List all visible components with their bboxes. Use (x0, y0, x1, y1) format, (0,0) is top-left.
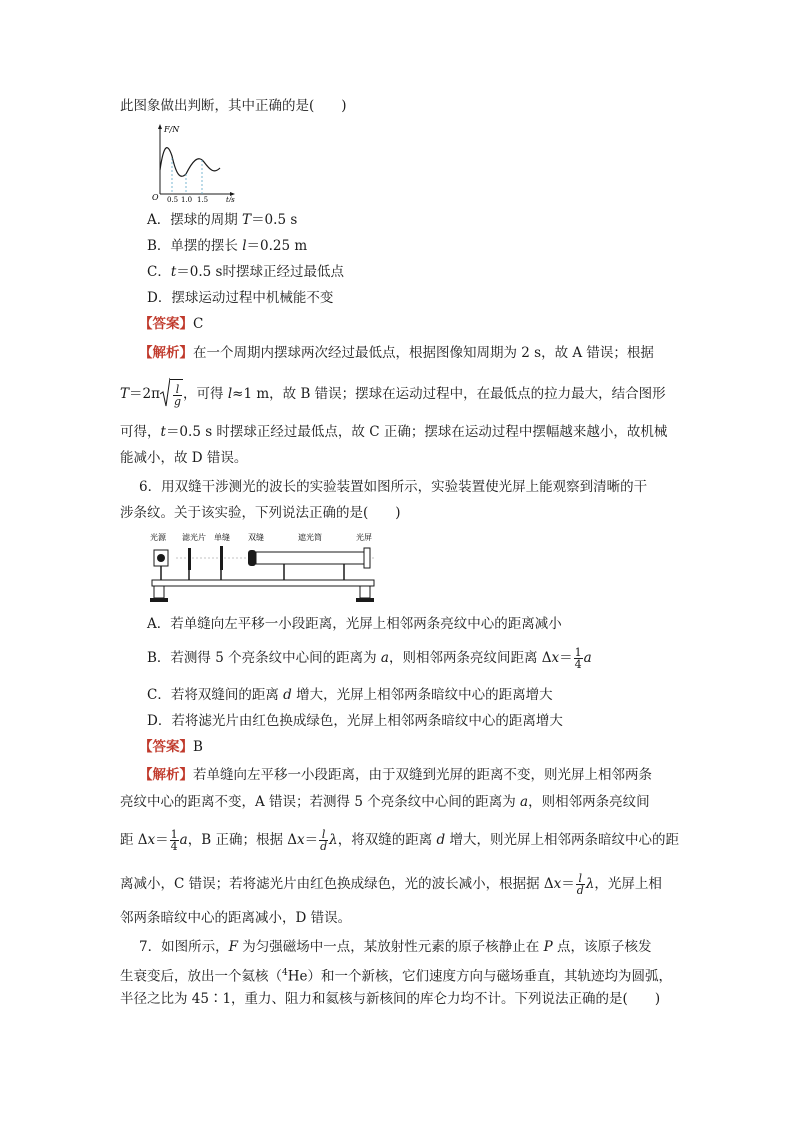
q6-analysis-line-3: 距 Δx＝ $\frac{1}{4}$ a，B 正确；根据 Δx＝ $\frac{l}{d}$ λ，将双缝的距离 d 增大，则光屏上相邻两条暗纹中心的距 (120, 828, 679, 853)
label-screen: 光屏 (356, 533, 372, 542)
q6-option-d: D．若将滤光片由红色换成绿色，光屏上相邻两条暗纹中心的距离增大 (147, 713, 563, 729)
q5-analysis-line-3: 可得，t＝0.5 s 时摆球正经过最低点，故 C 正确；摆球在运动过程中摆幅越来越小，故机械 (120, 424, 668, 440)
q6-option-c: C．若将双缝间的距离 d 增大，光屏上相邻两条暗纹中心的距离增大 (147, 687, 553, 703)
q6-analysis-line-2: 亮纹中心的距离不变，A 错误；若测得 5 个亮条纹中心间的距离为 a，则相邻两条亮纹间 (120, 794, 650, 810)
q5-option-a: A．摆球的周期 T＝0.5 s (147, 212, 298, 228)
q6-answer: 【答案】B (139, 739, 203, 755)
q7-stem-line-3: 半径之比为 45∶1，重力、阻力和氦核与新核间的库仑力均不计。下列说法正确的是( ) (120, 991, 661, 1007)
graph-tick: 1.0 (181, 196, 193, 202)
double-slit-apparatus-diagram (148, 528, 388, 606)
graph-tick: 1.5 (197, 196, 209, 202)
label-tube: 遮光筒 (298, 533, 322, 542)
q7-stem-line-1: 7．如图所示，F 为匀强磁场中一点，某放射性元素的原子核静止在 P 点，该原子核发 (139, 939, 652, 955)
q6-stem-line-1: 6．用双缝干涉测光的波长的实验装置如图所示，实验装置使光屏上能观察到清晰的干 (139, 479, 648, 495)
label-light-source: 光源 (150, 533, 166, 542)
force-time-graph (148, 122, 248, 202)
q5-answer: 【答案】C (139, 316, 204, 332)
q6-stem-line-2: 涉条纹。关于该实验，下列说法正确的是( ) (120, 505, 401, 521)
q5-option-d: D．摆球运动过程中机械能不变 (147, 290, 334, 306)
q5-analysis-line-4: 能减小，故 D 错误。 (120, 450, 248, 466)
q6-option-b: B．若测得 5 个亮条纹中心间的距离为 a，则相邻两条亮纹间距离 Δx＝ $\frac{1}{4}$ a (147, 646, 592, 671)
graph-x-label: t/s (226, 196, 235, 202)
graph-origin: O (152, 193, 159, 202)
q5-analysis-line-2: T＝2π $\frac{l}{g}$ ，可得 l≈1 m，故 B 错误；摆球在运动过程中，在最低点的拉力最大，结合图形 (120, 379, 666, 410)
graph-tick: 0.5 (167, 196, 179, 202)
q5-analysis-line-1: 【解析】在一个周期内摆球两次经过最低点，根据图像知周期为 2 s，故 A 错误；根据 (139, 345, 654, 361)
label-filter: 滤光片 (182, 533, 206, 542)
q6-analysis-line-1: 【解析】若单缝向左平移一小段距离，由于双缝到光屏的距离不变，则光屏上相邻两条 (139, 767, 652, 783)
q5-option-c: C．t＝0.5 s时摆球正经过最低点 (147, 264, 344, 280)
q6-analysis-line-5: 邻两条暗纹中心的距离减小，D 错误。 (120, 910, 352, 926)
q5-stem-tail: 此图象做出判断，其中正确的是( ) (120, 98, 347, 114)
q7-stem-line-2: 生衰变后，放出一个氦核（$^4$He）和一个新核，它们速度方向与磁场垂直，其轨迹均为圆弧， (120, 968, 672, 985)
graph-y-label: F/N (164, 125, 180, 134)
label-single-slit: 单缝 (214, 533, 230, 542)
sqrt-fraction: $\frac{l}{g}$ (160, 379, 183, 410)
q6-option-a: A．若单缝向左平移一小段距离，光屏上相邻两条亮纹中心的距离减小 (147, 616, 562, 632)
q5-option-b: B．单摆的摆长 l＝0.25 m (147, 238, 308, 254)
q6-analysis-line-4: 离减小，C 错误；若将滤光片由红色换成绿色，光的波长减小，根据据 Δx＝ $\frac{l}{d}$ λ，光屏上相 (120, 872, 662, 897)
label-double-slit: 双缝 (248, 533, 264, 542)
